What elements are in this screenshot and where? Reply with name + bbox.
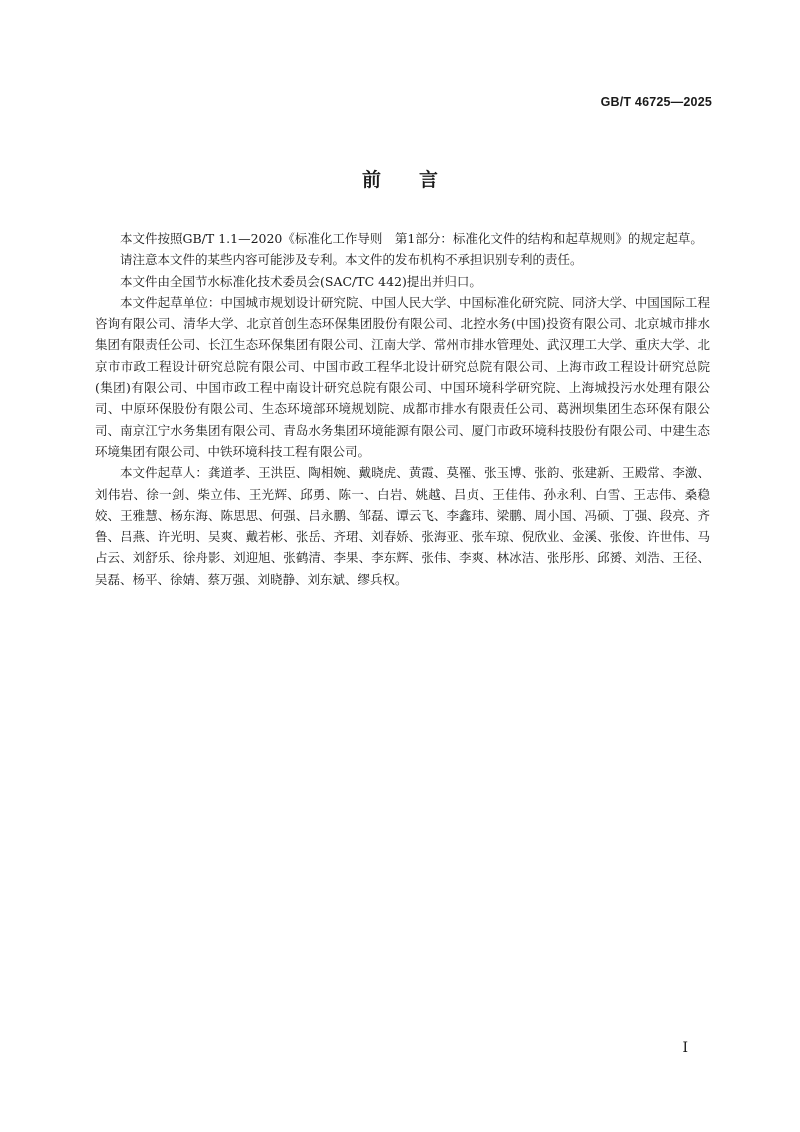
paragraph-drafting-units: 本文件起草单位：中国城市规划设计研究院、中国人民大学、中国标准化研究院、同济大学、中国国际工程咨询有限公司、清华大学、北京首创生态环保集团股份有限公司、北控水务(中国)投资有限公司、北京城市排水集团有限责任公司、长江生态环保集团有限公司、江南大学、常州市排水管理处、武汉理工大学、重庆大学、北京市市政工程设计研究总院有限公司、中国市政工程华北设计研究总院有限公司、上海市政工程设计研究总院(集团)有限公司、中国市政工程中南设计研究总院有限公司、中国环境科学研究院、上海城投污水处理有限公司、中原环保股份有限公司、生态环境部环境规划院、成都市排水有限责任公司、葛洲坝集团生态环保有限公司、南京江宁水务集团有限公司、青岛水务集团环境能源有限公司、厦门市政环境科技股份有限公司、中建生态环境集团有限公司、中铁环境科技工程有限公司。 xyxy=(95,294,710,459)
page-number: I xyxy=(682,1040,688,1056)
foreword-body xyxy=(95,228,710,590)
standard-number: GB/T 46725—2025 xyxy=(600,95,712,109)
paragraph-drafters: 本文件起草人：龚道孝、王洪臣、陶相婉、戴晓虎、黄霞、莫罹、张玉博、张韵、张建新、王殿常、李激、刘伟岩、徐一剑、柴立伟、王光辉、邱勇、陈一、白岩、姚越、吕贞、王佳伟、孙永利、白雪、王志伟、桑稳姣、王雅慧、杨东海、陈思思、何强、吕永鹏、邹磊、谭云飞、李鑫玮、梁鹏、周小国、冯硕、丁强、段亮、齐鲁、吕燕、许光明、吴爽、戴若彬、张岳、齐珺、刘春娇、张海亚、张车琼、倪欣业、金溪、张俊、许世伟、马占云、刘舒乐、徐舟影、刘迎旭、张鹤清、李果、李东辉、张伟、李爽、林冰洁、张彤彤、邱赟、刘浩、王径、吴磊、杨平、徐婧、蔡万强、刘晓静、刘东斌、缪兵权。 xyxy=(95,465,710,587)
paragraph-committee: 本文件由全国节水标准化技术委员会(SAC/TC 442)提出并归口。 xyxy=(120,273,482,289)
paragraph-patent-notice: 请注意本文件的某些内容可能涉及专利。本文件的发布机构不承担识别专利的责任。 xyxy=(120,252,583,268)
paragraph-drafting-rules: 本文件按照GB/T 1.1—2020《标准化工作导则 第1部分：标准化文件的结构和起草规则》的规定起草。 xyxy=(120,231,703,246)
page-title: 前言 xyxy=(361,169,476,191)
